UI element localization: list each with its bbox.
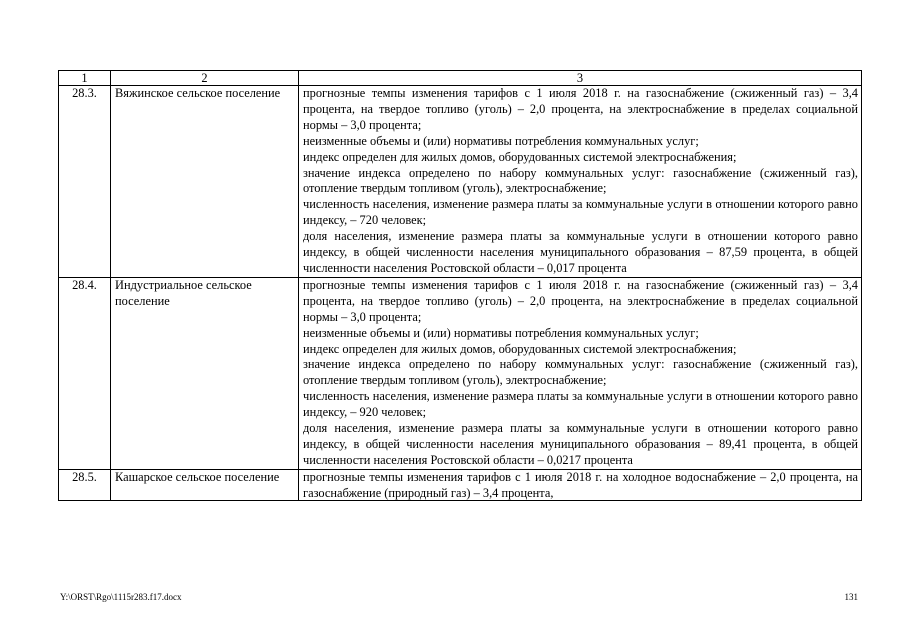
description-paragraph: доля населения, изменение размера платы за коммунальные услуги в отношении которого равно индексу, в общей численности населения муниципального образования – 87,59 процента, в общей численности населения Ростовской области – 0,017 процента	[303, 229, 858, 275]
row-description	[299, 277, 862, 469]
settlement-name: Вяжинское сельское поселение	[111, 86, 299, 278]
footer-file-path: Y:\ORST\Rgo\1115r283.f17.docx	[60, 592, 182, 602]
description-paragraph: численность населения, изменение размера платы за коммунальные услуги в отношении которого равно индексу, – 720 человек;	[303, 197, 858, 228]
settlement-name: Кашарское сельское поселение	[111, 469, 299, 500]
row-number: 28.4.	[59, 277, 111, 469]
row-number: 28.3.	[59, 86, 111, 278]
description-paragraph: доля населения, изменение размера платы за коммунальные услуги в отношении которого равно индексу, в общей численности населения муниципального образования – 89,41 процента, в общей численности населения Ростовской области – 0,0217 процента	[303, 421, 858, 467]
description-paragraph: индекс определен для жилых домов, оборудованных системой электроснабжения;	[303, 341, 737, 356]
row-description	[299, 469, 862, 500]
column-header-2: 2	[111, 71, 299, 86]
table-row	[59, 86, 862, 278]
description-paragraph: прогнозные темпы изменения тарифов с 1 июля 2018 г. на газоснабжение (сжиженный газ) – 3,4 процента, на твердое топливо (уголь) – 2,0 процента, на электроснабжение в пределах социальной нормы – 3,0 процента;	[303, 86, 858, 132]
description-paragraph: прогнозные темпы изменения тарифов с 1 июля 2018 г. на газоснабжение (сжиженный газ) – 3,4 процента, на твердое топливо (уголь) – 2,0 процента, на электроснабжение в пределах социальной нормы – 3,0 процента;	[303, 277, 858, 324]
table-header-row	[59, 71, 862, 86]
description-paragraph: значение индекса определено по набору коммунальных услуг: газоснабжение (сжиженный газ), отопление твердым топливом (уголь), электроснабжение;	[303, 357, 858, 388]
column-header-1: 1	[59, 71, 111, 86]
tariff-index-table	[58, 70, 862, 501]
description-paragraph: неизменные объемы и (или) нормативы потребления коммунальных услуг;	[303, 325, 699, 340]
description-paragraph: численность населения, изменение размера платы за коммунальные услуги в отношении которого равно индексу, – 920 человек;	[303, 389, 858, 420]
footer-page-number: 131	[844, 592, 858, 602]
settlement-name: Индустриальное сельское поселение	[111, 277, 299, 469]
description-paragraph: прогнозные темпы изменения тарифов с 1 июля 2018 г. на холодное водоснабжение – 2,0 процента, на газоснабжение (природный газ) – 3,4 процента,	[303, 469, 858, 500]
table-row	[59, 277, 862, 469]
row-number: 28.5.	[59, 469, 111, 500]
column-header-3: 3	[299, 71, 862, 86]
description-paragraph: значение индекса определено по набору коммунальных услуг: газоснабжение (сжиженный газ), отопление твердым топливом (уголь), электроснабжение;	[303, 165, 858, 196]
description-paragraph: индекс определен для жилых домов, оборудованных системой электроснабжения;	[303, 149, 737, 164]
description-paragraph: неизменные объемы и (или) нормативы потребления коммунальных услуг;	[303, 133, 699, 148]
row-description	[299, 86, 862, 278]
table-row	[59, 469, 862, 500]
